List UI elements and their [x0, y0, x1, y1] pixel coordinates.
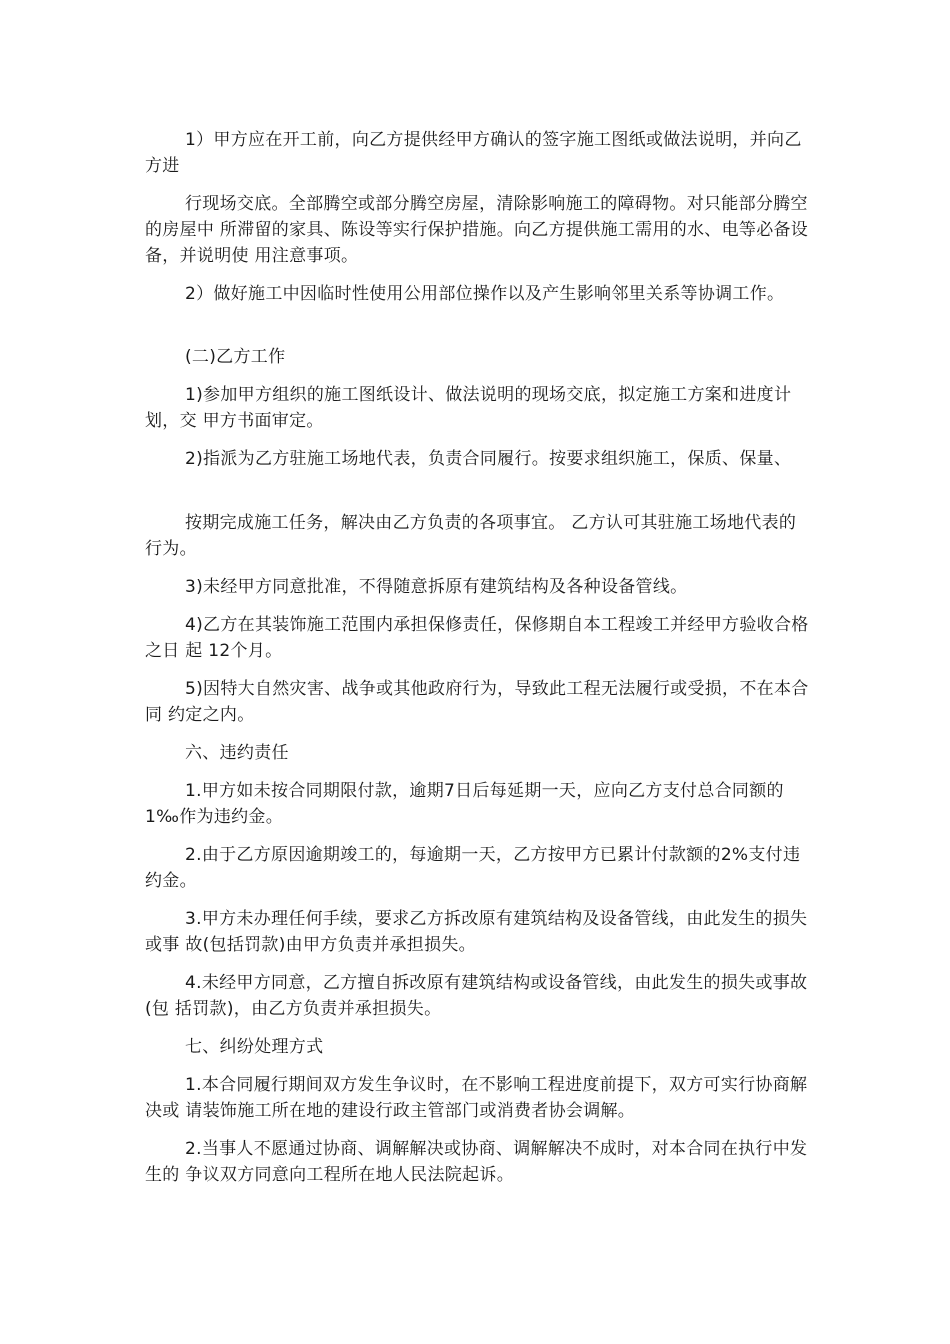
paragraph-party-b-obligation-3: 3)未经甲方同意批准，不得随意拆原有建筑结构及各种设备管线。: [185, 577, 688, 597]
paragraph-party-b-obligation-5: 5)因特大自然灾害、战争或其他政府行为，导致此工程无法履行或受损，不在本合同 约定之内。: [145, 679, 809, 725]
paragraph-dispute-2: 2.当事人不愿通过协商、调解解决或协商、调解解决不成时，对本合同在执行中发生的 争议双方同意向工程所在地人民法院起诉。: [145, 1139, 808, 1185]
paragraph-party-b-representative: 按期完成施工任务，解决由乙方负责的各项事宜。 乙方认可其驻施工场地代表的行为。: [145, 513, 797, 559]
paragraph-liability-1: 1.甲方如未按合同期限付款，逾期7日后每延期一天，应向乙方支付总合同额的1‰作为违约金。: [145, 781, 784, 827]
paragraph-liability-2: 2.由于乙方原因逾期竣工的，每逾期一天，乙方按甲方已累计付款额的2%支付违约金。: [145, 845, 801, 891]
paragraph-site-handover: 行现场交底。全部腾空或部分腾空房屋，清除影响施工的障碍物。对只能部分腾空的房屋中 所滞留的家具、陈设等实行保护措施。向乙方提供施工需用的水、电等必备设备，并说明使 用注意事项。: [145, 194, 809, 266]
paragraph-liability-3: 3.甲方未办理任何手续，要求乙方拆改原有建筑结构及设备管线，由此发生的损失或事 故(包括罚款)由甲方负责并承担损失。: [145, 909, 808, 955]
paragraph-party-b-obligation-4: 4)乙方在其装饰施工范围内承担保修责任，保修期自本工程竣工并经甲方验收合格之日 起 12个月。: [145, 615, 809, 661]
paragraph-dispute-1: 1.本合同履行期间双方发生争议时，在不影响工程进度前提下，双方可实行协商解决或 请装饰施工所在地的建设行政主管部门或消费者协会调解。: [145, 1075, 808, 1121]
section-heading-party-b-work: (二)乙方工作: [185, 347, 286, 367]
section-heading-dispute-resolution: 七、纠纷处理方式: [185, 1037, 324, 1057]
paragraph-party-a-obligation-2: 2）做好施工中因临时性使用公用部位操作以及产生影响邻里关系等协调工作。: [185, 284, 785, 304]
paragraph-liability-4: 4.未经甲方同意，乙方擅自拆改原有建筑结构或设备管线，由此发生的损失或事故(包 括罚款)，由乙方负责并承担损失。: [145, 973, 808, 1019]
section-heading-liability: 六、违约责任: [185, 743, 289, 763]
paragraph-party-a-obligation-1: 1）甲方应在开工前，向乙方提供经甲方确认的签字施工图纸或做法说明，并向乙方进: [145, 130, 802, 176]
paragraph-party-b-obligation-1: 1)参加甲方组织的施工图纸设计、做法说明的现场交底，拟定施工方案和进度计划，交 甲方书面审定。: [145, 385, 792, 431]
paragraph-party-b-obligation-2: 2)指派为乙方驻施工场地代表，负责合同履行。按要求组织施工，保质、保量、: [185, 449, 792, 469]
